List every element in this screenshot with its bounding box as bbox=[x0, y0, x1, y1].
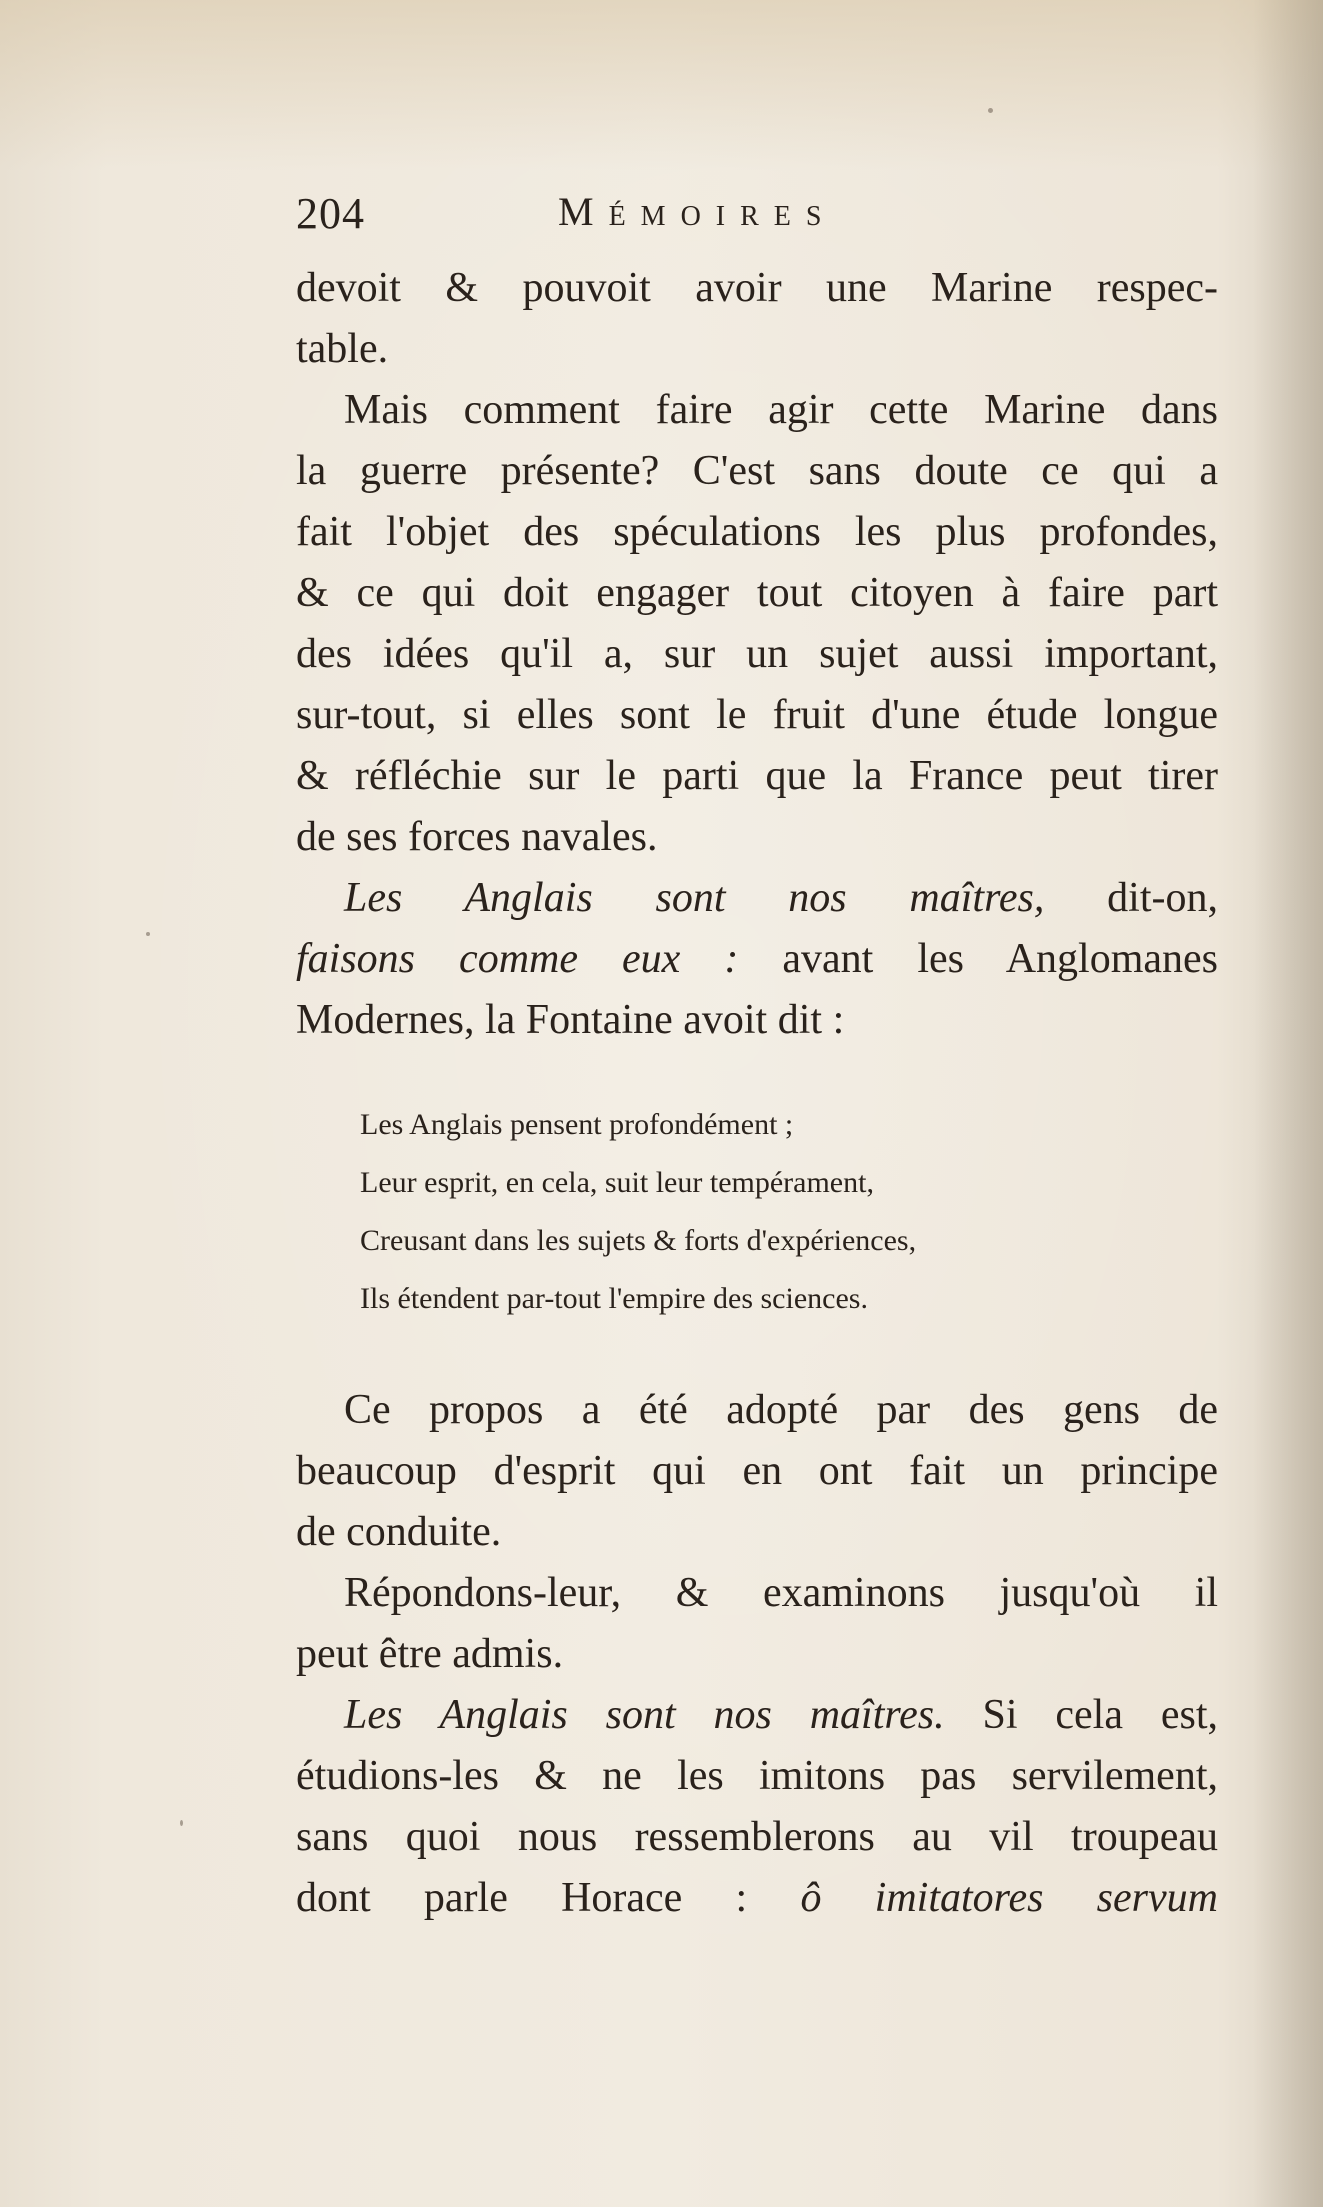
page-number: 204 bbox=[296, 189, 365, 238]
text-line: table. bbox=[296, 326, 389, 372]
final-line bbox=[296, 1685, 1218, 1746]
running-head bbox=[296, 188, 956, 248]
final-italic: ô imitatores servum bbox=[800, 1875, 1218, 1921]
quote-roman: dit-on, bbox=[1044, 875, 1218, 921]
text-line: Ce propos a été adopté par des gens de bbox=[344, 1387, 1218, 1433]
verse-quotation bbox=[360, 1096, 1120, 1328]
text-line: Mais comment faire agir cette Marine dans bbox=[344, 387, 1218, 433]
text-line: des idées qu'il a, sur un sujet aussi important, bbox=[296, 631, 1218, 677]
text-line: la guerre présente? C'est sans doute ce qui a bbox=[296, 448, 1218, 494]
body-text-bottom bbox=[296, 1380, 1218, 1929]
verse-line: Creusant dans les sujets & forts d'expériences, bbox=[360, 1224, 917, 1257]
final-line: étudions-les & ne les imitons pas servilement, bbox=[296, 1753, 1218, 1799]
text-line: & ce qui doit engager tout citoyen à faire part bbox=[296, 570, 1218, 616]
ink-speck bbox=[146, 932, 150, 936]
verse-line: Leur esprit, en cela, suit leur tempérament, bbox=[360, 1166, 874, 1199]
final-italic: Les Anglais sont nos maîtres. bbox=[344, 1692, 945, 1738]
text-line: de ses forces navales. bbox=[296, 814, 658, 860]
text-line: fait l'objet des spéculations les plus profondes, bbox=[296, 509, 1218, 555]
final-line bbox=[296, 1868, 1218, 1929]
verse-line: Ils étendent par-tout l'empire des sciences. bbox=[360, 1282, 868, 1315]
quote-line: Modernes, la Fontaine avoit dit : bbox=[296, 997, 845, 1043]
quote-line bbox=[296, 868, 1218, 929]
final-roman: Si cela est, bbox=[944, 1692, 1218, 1738]
text-line: de conduite. bbox=[296, 1509, 502, 1555]
text-line: beaucoup d'esprit qui en ont fait un principe bbox=[296, 1448, 1218, 1494]
body-text-top bbox=[296, 258, 1218, 1051]
text-line: devoit & pouvoit avoir une Marine respec- bbox=[296, 265, 1218, 311]
quote-line bbox=[296, 929, 1218, 990]
verse-line: Les Anglais pensent profondément ; bbox=[360, 1108, 794, 1141]
text-line: & réfléchie sur le parti que la France peut tirer bbox=[296, 753, 1218, 799]
quote-italic: faisons comme eux : bbox=[296, 936, 739, 982]
ink-speck bbox=[988, 108, 993, 113]
text-line: peut être admis. bbox=[296, 1631, 564, 1677]
quote-roman: avant les Anglomanes bbox=[738, 936, 1218, 982]
ink-speck bbox=[180, 1820, 183, 1826]
final-line: sans quoi nous ressemblerons au vil troupeau bbox=[296, 1814, 1218, 1860]
final-roman: dont parle Horace : bbox=[296, 1875, 801, 1921]
text-line: sur-tout, si elles sont le fruit d'une étude longue bbox=[296, 692, 1218, 738]
quote-italic: Les Anglais sont nos maîtres, bbox=[344, 875, 1045, 921]
running-title: Mémoires bbox=[558, 189, 837, 234]
text-line: Répondons-leur, & examinons jusqu'où il bbox=[344, 1570, 1218, 1616]
